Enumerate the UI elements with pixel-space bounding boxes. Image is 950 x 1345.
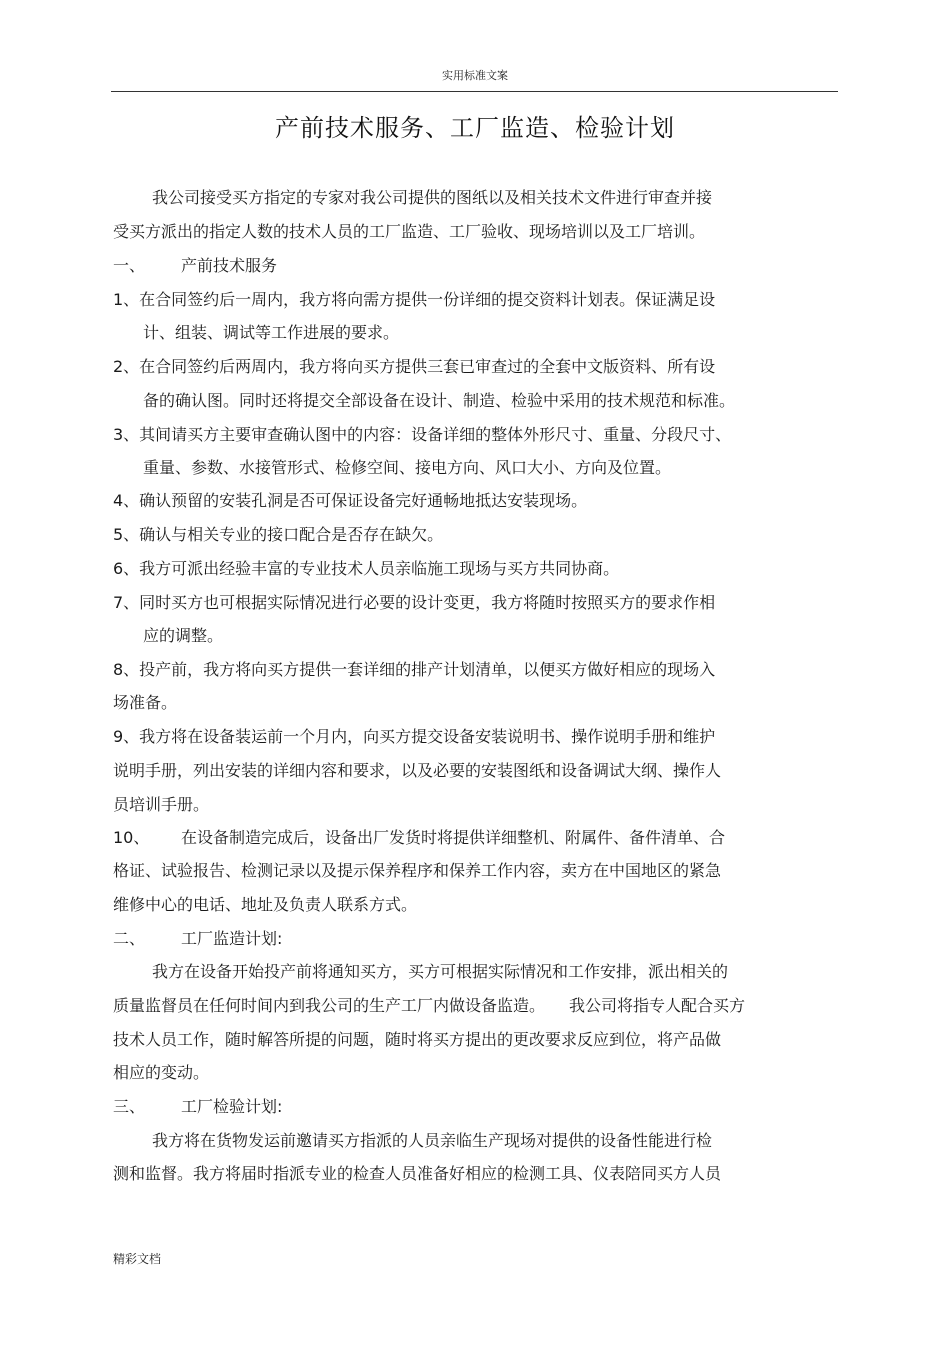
page-header: 实用标准文案 <box>442 69 508 82</box>
section2-line-4: 相应的变动。 <box>113 1063 210 1082</box>
section2-line-3: 技术人员工作，随时解答所提的问题，随时将买方提出的更改要求反应到位，将产品做 <box>113 1030 722 1049</box>
item-9-line-3: 员培训手册。 <box>113 795 210 814</box>
section3-line-2: 测和监督。我方将届时指派专业的检查人员准备好相应的检测工具、仪表陪同买方人员 <box>113 1164 722 1183</box>
section2-heading: 工厂监造计划: <box>181 929 283 948</box>
section3-line-1: 我方将在货物发运前邀请买方指派的人员亲临生产现场对提供的设备性能进行检 <box>152 1131 713 1150</box>
section2-line-2: 质量监督员在任何时间内到我公司的生产工厂内做设备监造。 我公司将指专人配合买方 <box>113 996 746 1015</box>
item-2-line-2: 备的确认图。同时还将提交全部设备在设计、制造、检验中采用的技术规范和标准。 <box>143 391 736 410</box>
item-8-line-2: 场准备。 <box>113 693 178 712</box>
item-3-line-1: 3、其间请买方主要审查确认图中的内容：设备详细的整体外形尺寸、重量、分段尺寸、 <box>113 425 732 444</box>
section2-number: 二、 <box>113 929 146 948</box>
item-7-line-1: 7、同时买方也可根据实际情况进行必要的设计变更，我方将随时按照买方的要求作相 <box>113 593 716 612</box>
item-9-line-1: 9、我方将在设备装运前一个月内，向买方提交设备安装说明书、操作说明手册和维护 <box>113 727 716 746</box>
item-10-line-3: 维修中心的电话、地址及负责人联系方式。 <box>113 895 418 914</box>
item-10-line-2: 格证、试验报告、检测记录以及提示保养程序和保养工作内容，卖方在中国地区的紧急 <box>113 861 722 880</box>
intro-line-1: 我公司接受买方指定的专家对我公司提供的图纸以及相关技术文件进行审查并接 <box>152 188 713 207</box>
item-3-line-2: 重量、参数、水接管形式、检修空间、接电方向、风口大小、方向及位置。 <box>143 458 672 477</box>
item-2-line-1: 2、在合同签约后两周内，我方将向买方提供三套已审查过的全套中文版资料、所有设 <box>113 357 716 376</box>
section3-number: 三、 <box>113 1097 146 1116</box>
item-7-line-2: 应的调整。 <box>143 626 224 645</box>
item-1-line-2: 计、组装、调试等工作进展的要求。 <box>143 323 400 342</box>
section2-line-1: 我方在设备开始投产前将通知买方，买方可根据实际情况和工作安排，派出相关的 <box>152 962 729 981</box>
item-10-number: 10、 <box>113 828 150 847</box>
section1-heading: 产前技术服务 <box>181 256 278 275</box>
section1-number: 一、 <box>113 256 146 275</box>
page-footer: 精彩文档 <box>113 1252 162 1266</box>
header-divider <box>111 91 838 92</box>
document-title: 产前技术服务、工厂监造、检验计划 <box>275 114 675 142</box>
item-8-line-1: 8、投产前，我方将向买方提供一套详细的排产计划清单，以便买方做好相应的现场入 <box>113 660 716 679</box>
item-9-line-2: 说明手册，列出安装的详细内容和要求，以及必要的安装图纸和设备调试大纲、操作人 <box>113 761 722 780</box>
item-10-line-1: 在设备制造完成后，设备出厂发货时将提供详细整机、附属件、备件清单、合 <box>181 828 726 847</box>
item-5: 5、确认与相关专业的接口配合是否存在缺欠。 <box>113 525 444 544</box>
item-6: 6、我方可派出经验丰富的专业技术人员亲临施工现场与买方共同协商。 <box>113 559 620 578</box>
intro-line-2: 受买方派出的指定人数的技术人员的工厂监造、工厂验收、现场培训以及工厂培训。 <box>113 222 706 241</box>
item-1-line-1: 1、在合同签约后一周内，我方将向需方提供一份详细的提交资料计划表。保证满足设 <box>113 290 716 309</box>
section3-heading: 工厂检验计划: <box>181 1097 283 1116</box>
item-4: 4、确认预留的安装孔洞是否可保证设备完好通畅地抵达安装现场。 <box>113 491 588 510</box>
